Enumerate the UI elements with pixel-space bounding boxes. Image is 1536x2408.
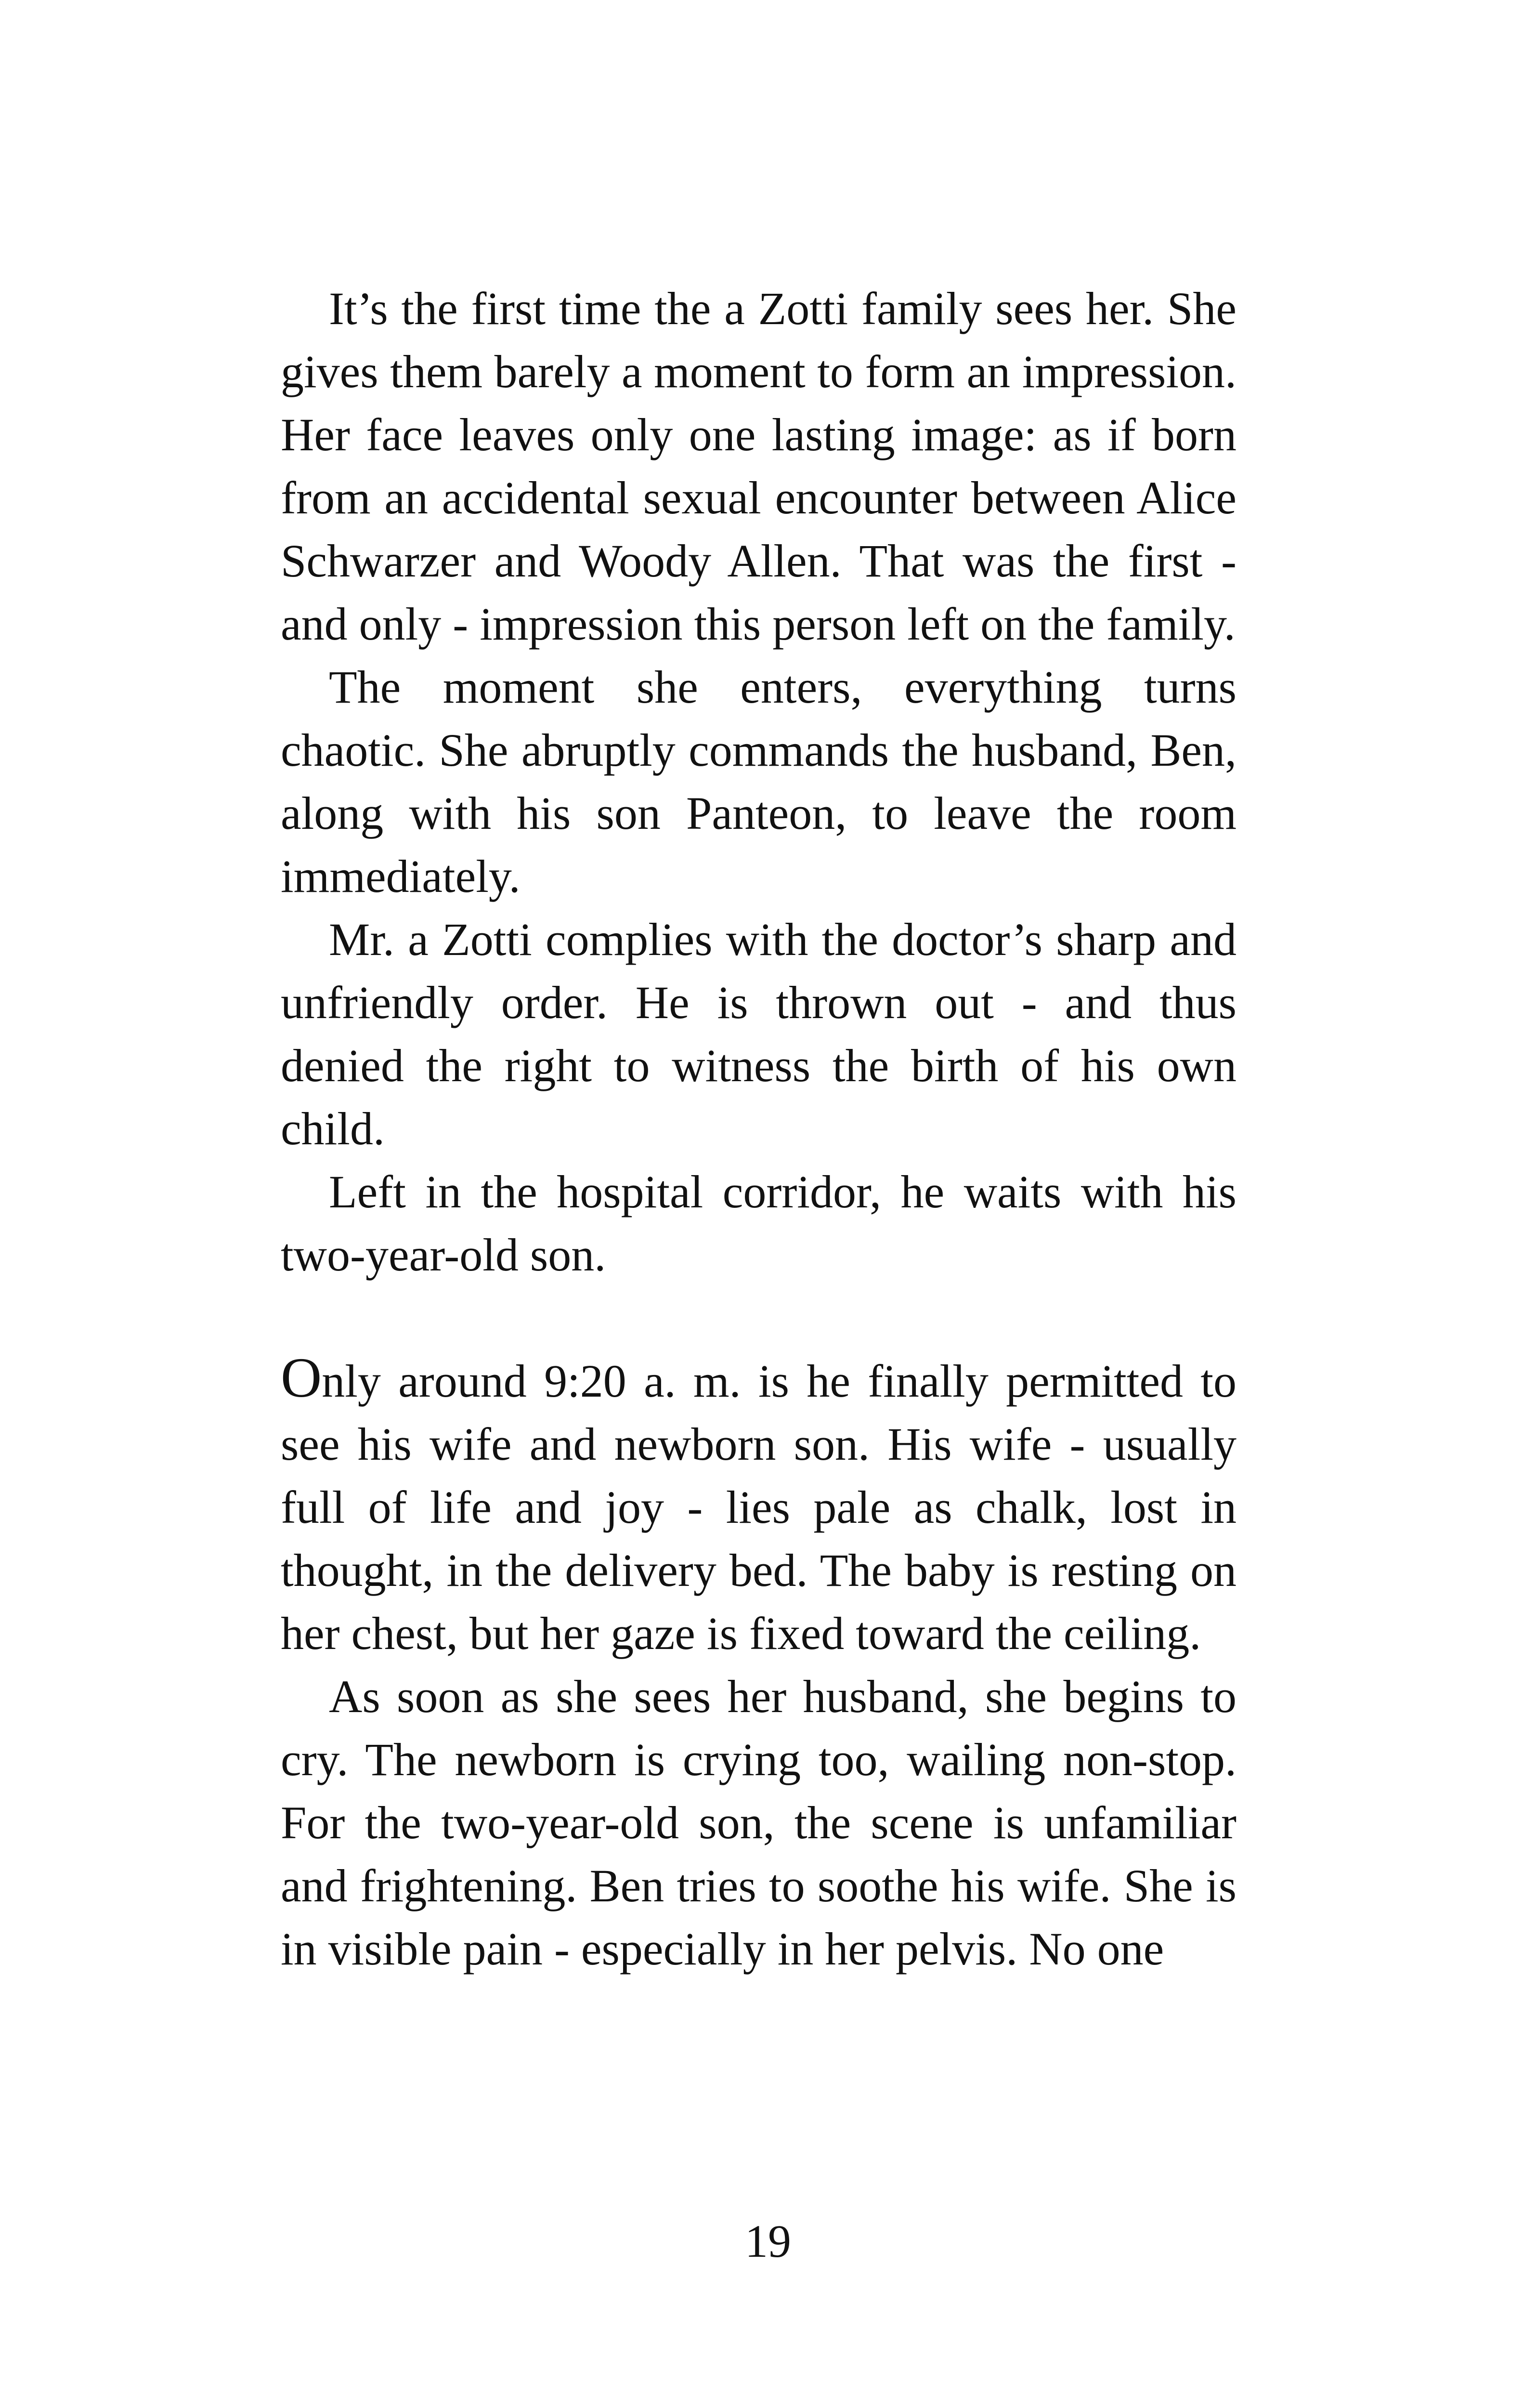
paragraph: As soon as she sees her husband, she begins to cry. The newborn is crying too, wailing non-stop. For the two-year-old son, the scene is unfamiliar and frightening. Ben tries to soothe his wife. She is in visible pain - especially in her pelvis. No one xyxy=(281,1671,1237,1975)
section-start-text: nly around 9:20 a. m. is he finally permitted to see his wife and newborn son. His wife - usually full of life and joy - lies pale as chalk, lost in thought, in the delivery bed. The baby is resting on her chest, but her gaze is fixed toward the ceiling. xyxy=(281,1355,1237,1659)
paragraph: The moment she enters, everything turns chaotic. She abruptly commands the husband, Ben, along with his son Panteon, to leave the room immediately. xyxy=(281,661,1237,902)
page-number: 19 xyxy=(745,2215,791,2267)
paragraph: It’s the first time the a Zotti family sees her. She gives them barely a moment to form an impression. Her face leaves only one lasting image: as if born from an accidental sexual encounter between Alice Schwarzer and Woody Allen. That was the first - and only - impression this person left on the family. xyxy=(281,283,1237,650)
section-break xyxy=(281,1286,1237,1349)
body-text xyxy=(281,277,1237,1980)
paragraph: Left in the hospital corridor, he waits with his two-year-old son. xyxy=(281,1166,1237,1281)
enlarged-initial: O xyxy=(281,1346,322,1409)
section-start-paragraph xyxy=(281,1346,1237,1665)
paragraph: Mr. a Zotti complies with the doctor’s sharp and unfriendly order. He is thrown out - and thus denied the right to witness the birth of his own child. xyxy=(281,914,1237,1154)
